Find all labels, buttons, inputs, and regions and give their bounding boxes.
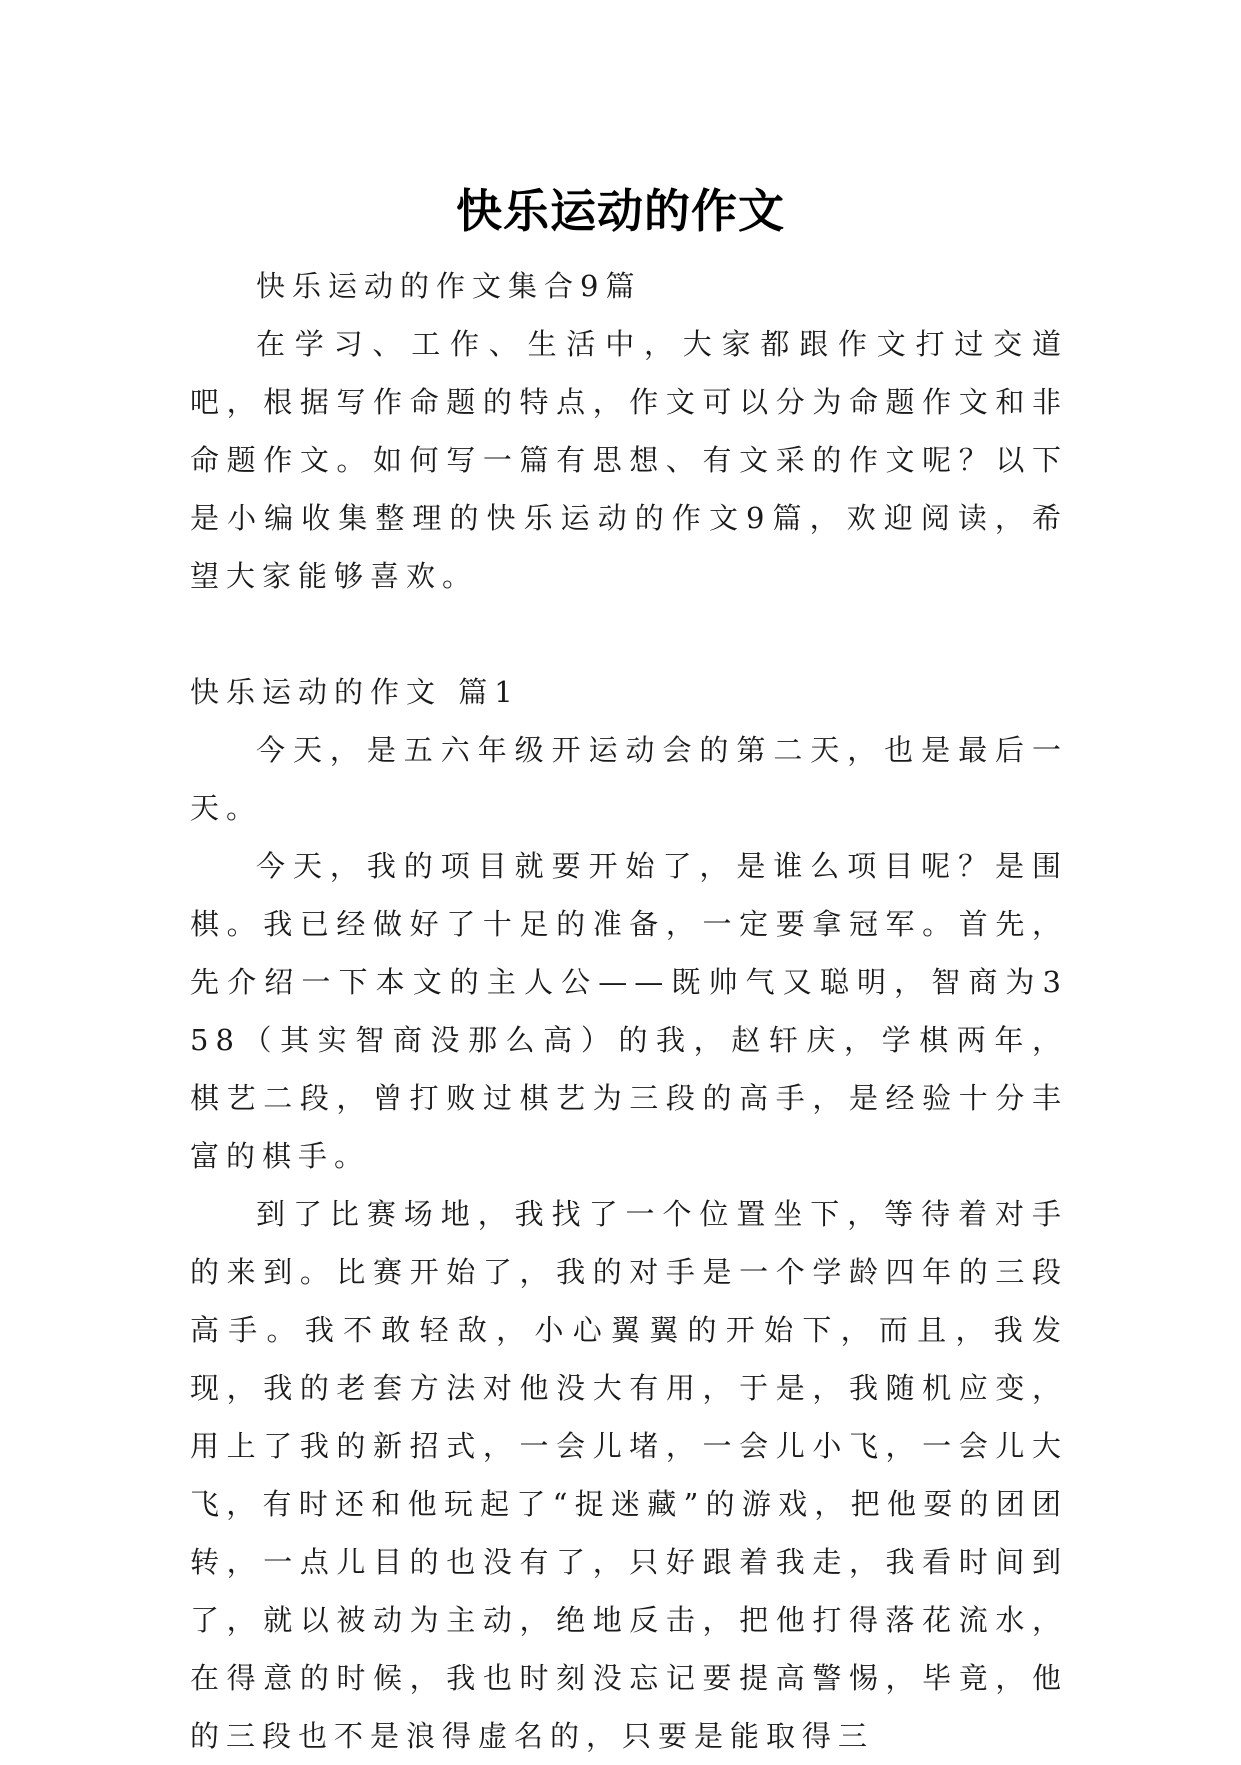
document-title: 快乐运动的作文 bbox=[456, 183, 785, 238]
body-paragraph: 到了比赛场地，我找了一个位置坐下，等待着对手的来到。比赛开始了，我的对手是一个学龄四年的三段高手。我不敢轻敌，小心翼翼的开始下，而且，我发现，我的老套方法对他没大有用，于是，我随机应变，用上了我的新招式，一会儿堵，一会儿小飞，一会儿大飞，有时还和他玩起了“捉迷藏”的游戏，把他耍的团团转，一点儿目的也没有了，只好跟着我走，我看时间到了，就以被动为主动，绝地反击，把他打得落花流水，在得意的时候，我也时刻没忘记要提高警惕，毕竟，他的三段也不是浪得虚名的，只要是能取得三 bbox=[190, 1197, 1068, 1753]
body-paragraph: 今天，是五六年级开运动会的第二天，也是最后一天。 bbox=[190, 733, 1068, 825]
intro-paragraph: 在学习、工作、生活中，大家都跟作文打过交道吧，根据写作命题的特点，作文可以分为命题作文和非命题作文。如何写一篇有思想、有文采的作文呢？以下是小编收集整理的快乐运动的作文9篇，欢迎阅读，希望大家能够喜欢。 bbox=[190, 327, 1068, 593]
body-paragraph: 今天，我的项目就要开始了，是谁么项目呢？是围棋。我已经做好了十足的准备，一定要拿冠军。首先，先介绍一下本文的主人公——既帅气又聪明，智商为358（其实智商没那么高）的我，赵轩庆，学棋两年，棋艺二段，曾打败过棋艺为三段的高手，是经验十分丰富的棋手。 bbox=[190, 849, 1068, 1173]
section-heading: 快乐运动的作文 篇1 bbox=[190, 675, 520, 709]
collection-heading: 快乐运动的作文集合9篇 bbox=[256, 269, 642, 303]
document-body bbox=[190, 257, 1068, 1765]
